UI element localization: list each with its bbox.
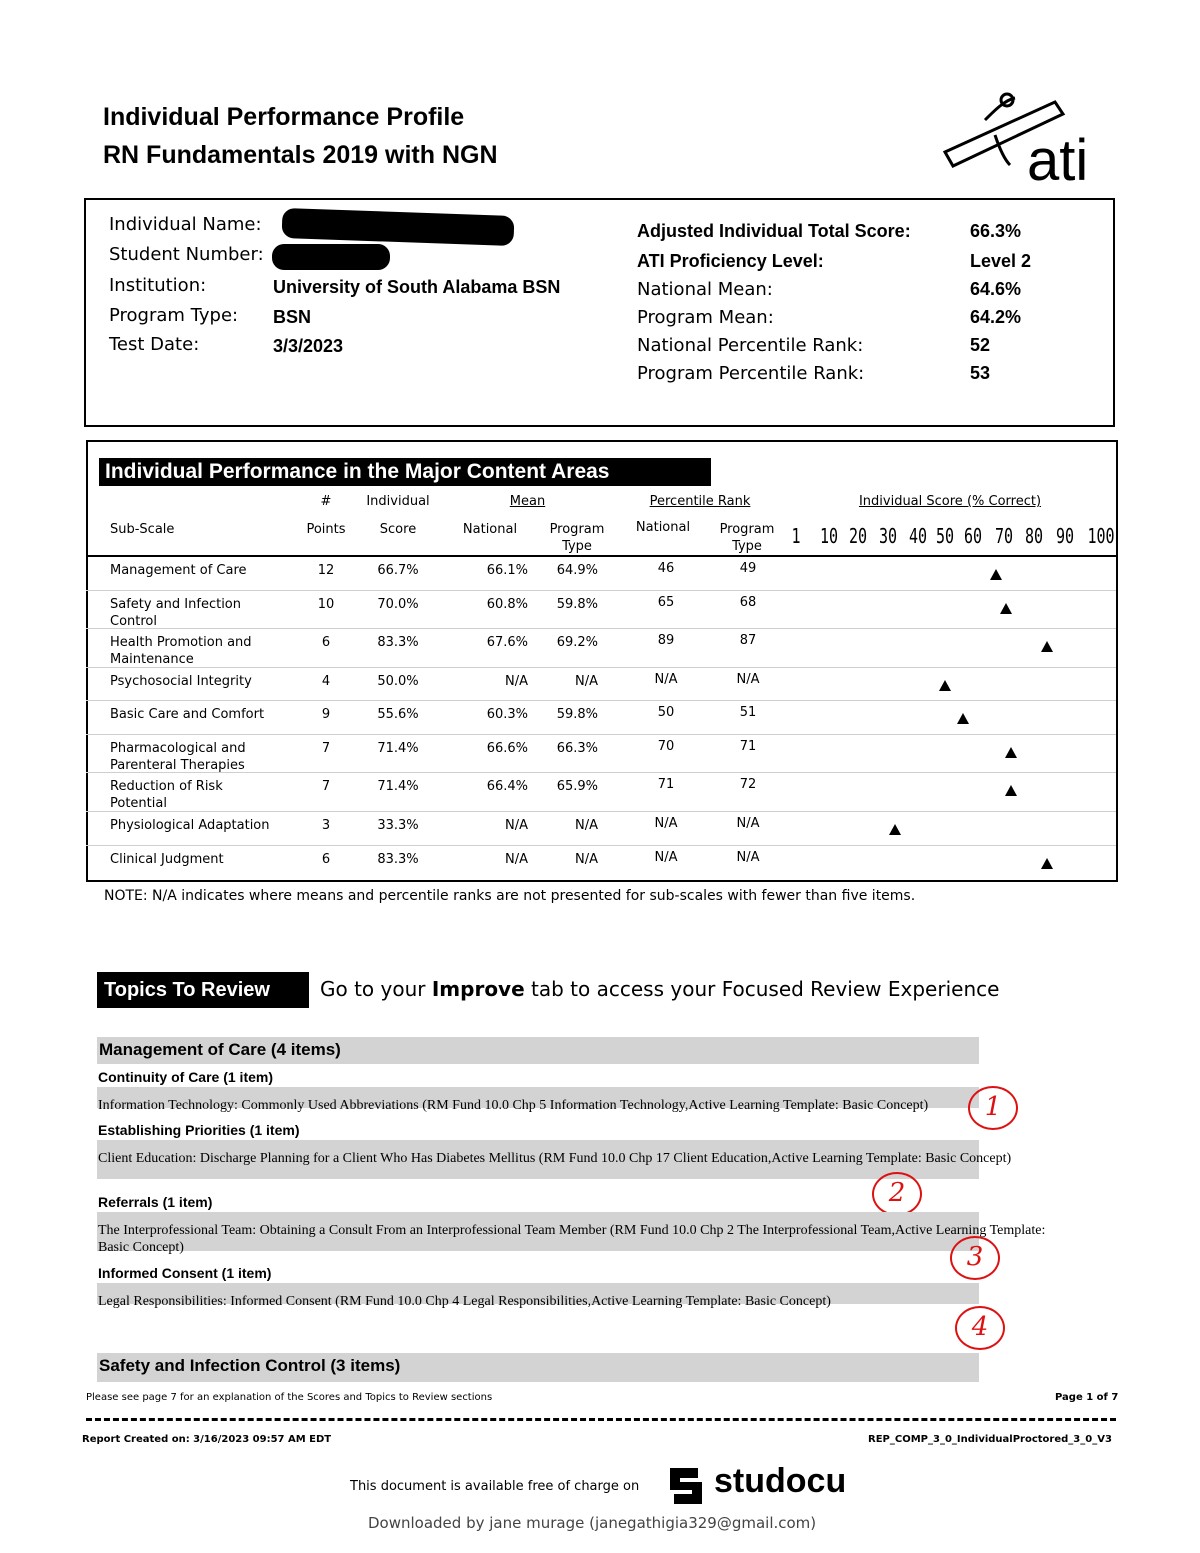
ati-logo — [935, 90, 1115, 190]
mean-program-cell: N/A — [575, 852, 598, 867]
handwritten-mark: 1 — [968, 1086, 1018, 1130]
row-divider — [86, 628, 1116, 629]
improve-word: Improve — [431, 977, 525, 1001]
mean-national-cell: 60.3% — [486, 707, 528, 722]
info-label: Program Type: — [109, 305, 239, 326]
score-cell: 66.7% — [377, 563, 419, 578]
row-divider — [86, 700, 1116, 701]
section-management-of-care: Management of Care (4 items) — [99, 1040, 341, 1059]
mean-national-cell: 66.1% — [486, 563, 528, 578]
pr-program-cell: N/A — [736, 672, 760, 687]
pr-national-cell: 70 — [657, 739, 675, 754]
subscale-name-line: Basic Care and Comfort — [110, 707, 265, 722]
topic-item: Legal Responsibilities: Informed Consent (RM Fund 10.0 Chp 4 Legal Responsibilities,Active Learning Template: Basic Concept) — [98, 1294, 831, 1309]
subscale-name — [110, 673, 295, 690]
header-points-hash: # — [320, 494, 332, 509]
topic-item: Client Education: Discharge Planning for a Client Who Has Diabetes Mellitus (RM Fund 10.0 Chp 17 Client Education,Active Learning Template: Basic Concept) — [98, 1151, 1012, 1166]
mean-national-cell: N/A — [505, 852, 528, 867]
scale-tick: 70 — [994, 524, 1014, 548]
mean-program-cell: 64.9% — [556, 563, 598, 578]
studocu-note: This document is available free of charge on — [350, 1479, 640, 1494]
subscale-name-line: Maintenance — [110, 652, 194, 667]
subscale-name-line: Safety and Infection — [110, 597, 242, 612]
mean-program-cell: N/A — [575, 674, 598, 689]
info-label: ATI Proficiency Level: — [637, 251, 824, 271]
points-cell: 7 — [321, 779, 331, 794]
header-points: Points — [306, 522, 346, 537]
mean-program-cell: 59.8% — [556, 597, 598, 612]
score-marker — [1041, 641, 1053, 652]
scale-tick: 80 — [1024, 524, 1044, 548]
info-value: 64.6% — [970, 279, 1022, 299]
points-cell: 7 — [321, 741, 331, 756]
performance-title: Individual Performance in the Major Content Areas — [99, 458, 711, 486]
subscale-name — [110, 851, 295, 868]
scale-tick: 1 — [791, 524, 801, 548]
score-marker — [1005, 785, 1017, 796]
topic-heading: Referrals (1 item) — [98, 1194, 213, 1210]
subscale-name — [110, 740, 295, 774]
header-individual-score-pct: Individual Score (% Correct) — [858, 494, 1042, 509]
score-marker — [889, 824, 901, 835]
mean-national-cell: 66.6% — [486, 741, 528, 756]
points-cell: 6 — [321, 852, 331, 867]
studocu-icon — [662, 1462, 710, 1510]
pr-national-cell: 89 — [657, 633, 675, 648]
mean-national-cell: 67.6% — [486, 635, 528, 650]
report-id: REP_COMP_3_0_IndividualProctored_3_0_V3 — [868, 1434, 1112, 1445]
row-divider — [86, 845, 1116, 846]
subscale-name — [110, 634, 295, 668]
points-cell: 3 — [321, 818, 331, 833]
row-divider — [86, 667, 1116, 668]
score-cell: 33.3% — [377, 818, 419, 833]
handwritten-mark: 3 — [950, 1236, 1000, 1280]
info-value: 66.3% — [970, 221, 1022, 241]
scale-tick: 50 — [935, 524, 955, 548]
pr-national-cell: 65 — [657, 595, 675, 610]
scale-tick: 60 — [963, 524, 983, 548]
score-marker — [939, 680, 951, 691]
score-cell: 70.0% — [377, 597, 419, 612]
mean-program-cell: 59.8% — [556, 707, 598, 722]
pr-national-cell: N/A — [654, 816, 678, 831]
points-cell: 9 — [321, 707, 331, 722]
pr-national-cell: N/A — [654, 850, 678, 865]
score-marker — [957, 713, 969, 724]
pr-national-cell: 46 — [657, 561, 675, 576]
scale-tick: 100 — [1087, 524, 1115, 548]
header-pr-program: Program Type — [719, 522, 775, 554]
topic-heading: Continuity of Care (1 item) — [98, 1069, 274, 1085]
row-divider — [86, 590, 1116, 591]
points-cell: 6 — [321, 635, 331, 650]
topics-instruction: Go to your Improve tab to access your Focused Review Experience — [320, 977, 1000, 1001]
points-cell: 12 — [317, 563, 335, 578]
pr-program-cell: 49 — [739, 561, 757, 576]
points-cell: 4 — [321, 674, 331, 689]
subscale-name — [110, 596, 295, 630]
mean-national-cell: 66.4% — [486, 779, 528, 794]
handwritten-mark: 4 — [955, 1306, 1005, 1350]
score-marker — [990, 569, 1002, 580]
info-value: 53 — [970, 363, 991, 383]
score-cell: 50.0% — [377, 674, 419, 689]
info-label: Institution: — [109, 275, 207, 296]
info-value: 3/3/2023 — [273, 336, 344, 356]
pr-program-cell: 68 — [739, 595, 757, 610]
row-divider — [86, 734, 1116, 735]
mean-national-cell: N/A — [505, 674, 528, 689]
footer-dashed-rule — [86, 1418, 1116, 1421]
subscale-name-line: Clinical Judgment — [110, 852, 224, 867]
header-mean-national: National — [462, 522, 518, 537]
score-cell: 71.4% — [377, 779, 419, 794]
subscale-name-line: Pharmacological and — [110, 741, 246, 756]
pr-program-cell: N/A — [736, 850, 760, 865]
score-marker — [1005, 747, 1017, 758]
subscale-name — [110, 778, 295, 812]
na-note: NOTE: N/A indicates where means and percentile ranks are not presented for sub-scales with fewer than five items. — [104, 888, 916, 904]
pr-program-cell: N/A — [736, 816, 760, 831]
topic-heading: Informed Consent (1 item) — [98, 1265, 272, 1281]
pr-program-cell: 72 — [739, 777, 757, 792]
info-label: Test Date: — [109, 334, 200, 355]
exam-title: RN Fundamentals 2019 with NGN — [103, 141, 498, 169]
redaction-student-number — [272, 244, 390, 270]
score-cell: 71.4% — [377, 741, 419, 756]
info-label: National Mean: — [637, 279, 773, 300]
mean-national-cell: N/A — [505, 818, 528, 833]
header-score: Score — [379, 522, 417, 537]
topics-to-review-label: Topics To Review — [97, 972, 309, 1008]
header-individual: Individual — [366, 494, 430, 509]
downloaded-by: Downloaded by jane murage (janegathigia329@gmail.com) — [368, 1514, 817, 1532]
header-percentile-rank: Percentile Rank — [649, 494, 751, 509]
studocu-brand[interactable]: studocu — [714, 1462, 847, 1500]
scale-tick: 40 — [908, 524, 928, 548]
section-safety-infection: Safety and Infection Control (3 items) — [99, 1356, 401, 1375]
score-cell: 55.6% — [377, 707, 419, 722]
subscale-name-line: Health Promotion and — [110, 635, 252, 650]
subscale-name-line: Parenteral Therapies — [110, 758, 245, 773]
score-marker — [1000, 603, 1012, 614]
svg-text:ati: ati — [1027, 128, 1089, 190]
mean-program-cell: 65.9% — [556, 779, 598, 794]
info-value: 64.2% — [970, 307, 1022, 327]
subscale-name — [110, 562, 295, 579]
info-value: BSN — [273, 307, 312, 327]
subscale-name-line: Physiological Adaptation — [110, 818, 270, 833]
pr-national-cell: 71 — [657, 777, 675, 792]
pr-program-cell: 71 — [739, 739, 757, 754]
scale-tick: 90 — [1055, 524, 1075, 548]
points-cell: 10 — [317, 597, 335, 612]
subscale-name-line: Psychosocial Integrity — [110, 674, 252, 689]
scale-tick: 30 — [878, 524, 898, 548]
mean-program-cell: N/A — [575, 818, 598, 833]
row-divider — [86, 772, 1116, 773]
info-value: 52 — [970, 335, 991, 355]
handwritten-mark: 2 — [872, 1172, 922, 1216]
scale-tick: 10 — [819, 524, 839, 548]
info-value: Level 2 — [970, 251, 1032, 271]
report-title: Individual Performance Profile — [103, 103, 465, 131]
pr-national-cell: 50 — [657, 705, 675, 720]
footer-explanation: Please see page 7 for an explanation of the Scores and Topics to Review sections — [86, 1392, 493, 1403]
subscale-name-line: Control — [110, 614, 157, 629]
score-cell: 83.3% — [377, 852, 419, 867]
info-label: Program Mean: — [637, 307, 774, 328]
subscale-name — [110, 706, 295, 723]
pr-national-cell: N/A — [654, 672, 678, 687]
mean-national-cell: 60.8% — [486, 597, 528, 612]
pr-program-cell: 87 — [739, 633, 757, 648]
row-divider — [86, 811, 1116, 812]
mean-program-cell: 66.3% — [556, 741, 598, 756]
score-cell: 83.3% — [377, 635, 419, 650]
header-rule — [86, 555, 1116, 557]
info-label: Adjusted Individual Total Score: — [637, 221, 911, 241]
mean-program-cell: 69.2% — [556, 635, 598, 650]
scale-tick: 20 — [848, 524, 868, 548]
pr-program-cell: 51 — [739, 705, 757, 720]
info-value: University of South Alabama BSN — [273, 277, 561, 297]
info-label: Student Number: — [109, 244, 264, 265]
topic-item: The Interprofessional Team: Obtaining a Consult From an Interprofessional Team Member (RM Fund 10.0 Chp 2 The Interprofessional Team,Active Learning Template: Basic Concept) — [98, 1223, 1046, 1255]
topic-heading: Establishing Priorities (1 item) — [98, 1122, 300, 1138]
header-mean: Mean — [509, 494, 546, 509]
page-number: Page 1 of 7 — [1055, 1392, 1119, 1403]
info-label: Individual Name: — [109, 214, 262, 235]
topic-item: Information Technology: Commonly Used Abbreviations (RM Fund 10.0 Chp 5 Information Technology,Active Learning Template: Basic Concept) — [98, 1098, 929, 1113]
header-subscale: Sub-Scale — [110, 522, 175, 537]
subscale-name — [110, 817, 295, 834]
score-marker — [1041, 858, 1053, 869]
header-mean-program: Program Type — [549, 522, 605, 554]
subscale-name-line: Potential — [110, 796, 167, 811]
subscale-name-line: Reduction of Risk — [110, 779, 223, 794]
info-label: Program Percentile Rank: — [637, 363, 865, 384]
header-pr-national: National — [635, 520, 691, 535]
subscale-name-line: Management of Care — [110, 563, 247, 578]
info-label: National Percentile Rank: — [637, 335, 864, 356]
report-created: Report Created on: 3/16/2023 09:57 AM EDT — [82, 1434, 332, 1445]
